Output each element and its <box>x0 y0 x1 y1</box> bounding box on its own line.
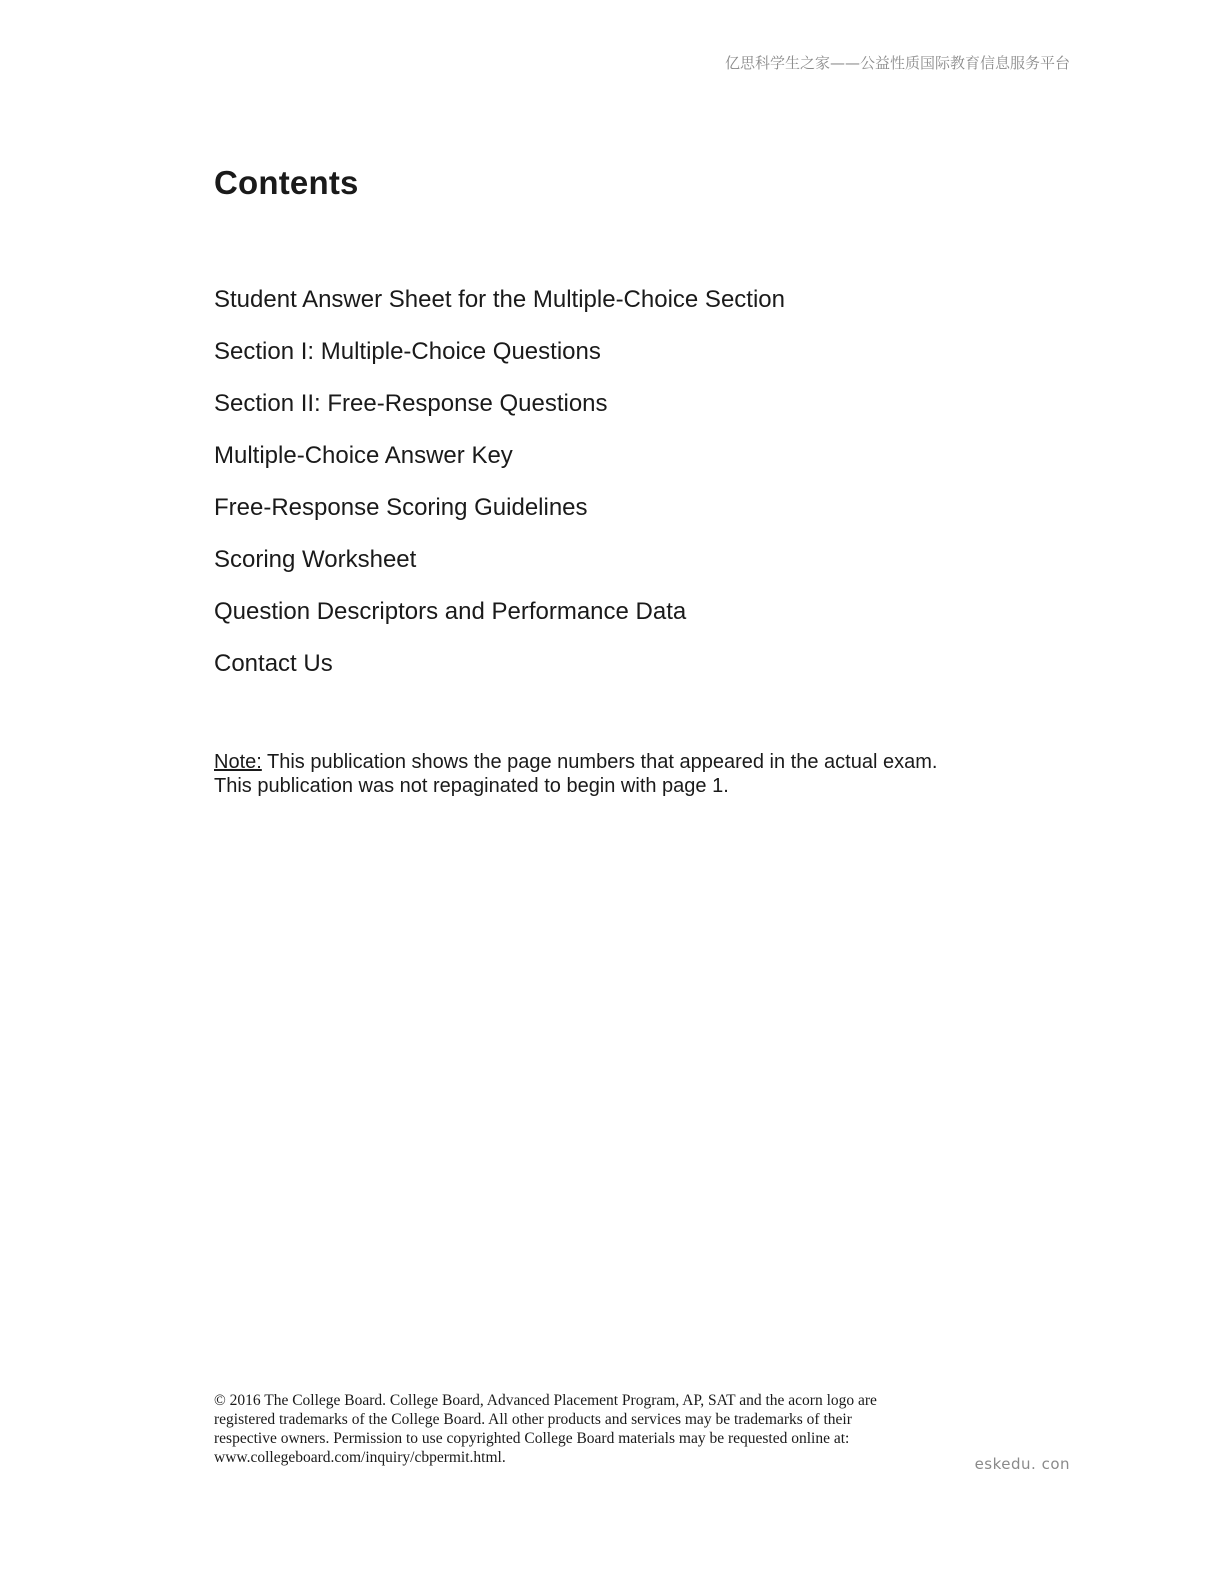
toc-item-answer-key[interactable]: Multiple-Choice Answer Key <box>214 442 513 469</box>
header-watermark: 亿思科学生之家——公益性质国际教育信息服务平台 <box>724 54 1070 72</box>
note-text-2: This publication was not repaginated to begin with page 1. <box>214 775 729 797</box>
note-label: Note: <box>214 751 262 773</box>
copyright-line-4: www.collegeboard.com/inquiry/cbpermit.html. <box>214 1449 506 1466</box>
toc-item-question-descriptors[interactable]: Question Descriptors and Performance Data <box>214 598 687 625</box>
page-title: Contents <box>214 164 359 201</box>
toc-item-section-2[interactable]: Section II: Free-Response Questions <box>214 390 608 417</box>
note-block <box>214 750 1014 798</box>
table-of-contents <box>214 285 785 701</box>
toc-item-answer-sheet[interactable]: Student Answer Sheet for the Multiple-Choice Section <box>214 286 785 313</box>
footer-watermark: eskedu. con <box>974 1455 1070 1473</box>
note-line-1 <box>214 750 1014 774</box>
toc-item-scoring-worksheet[interactable]: Scoring Worksheet <box>214 546 417 573</box>
note-text-1: This publication shows the page numbers that appeared in the actual exam. <box>261 751 938 773</box>
copyright-notice <box>214 1391 1004 1467</box>
copyright-line-3: respective owners. Permission to use copyrighted College Board materials may be requested online at: <box>214 1430 850 1447</box>
toc-item-contact-us[interactable]: Contact Us <box>214 650 333 677</box>
copyright-line-2: registered trademarks of the College Board. All other products and services may be trademarks of their <box>214 1411 852 1428</box>
copyright-line-1: © 2016 The College Board. College Board, Advanced Placement Program, AP, SAT and the acorn logo are <box>214 1392 877 1409</box>
toc-item-scoring-guidelines[interactable]: Free-Response Scoring Guidelines <box>214 494 588 521</box>
toc-item-section-1[interactable]: Section I: Multiple-Choice Questions <box>214 338 601 365</box>
